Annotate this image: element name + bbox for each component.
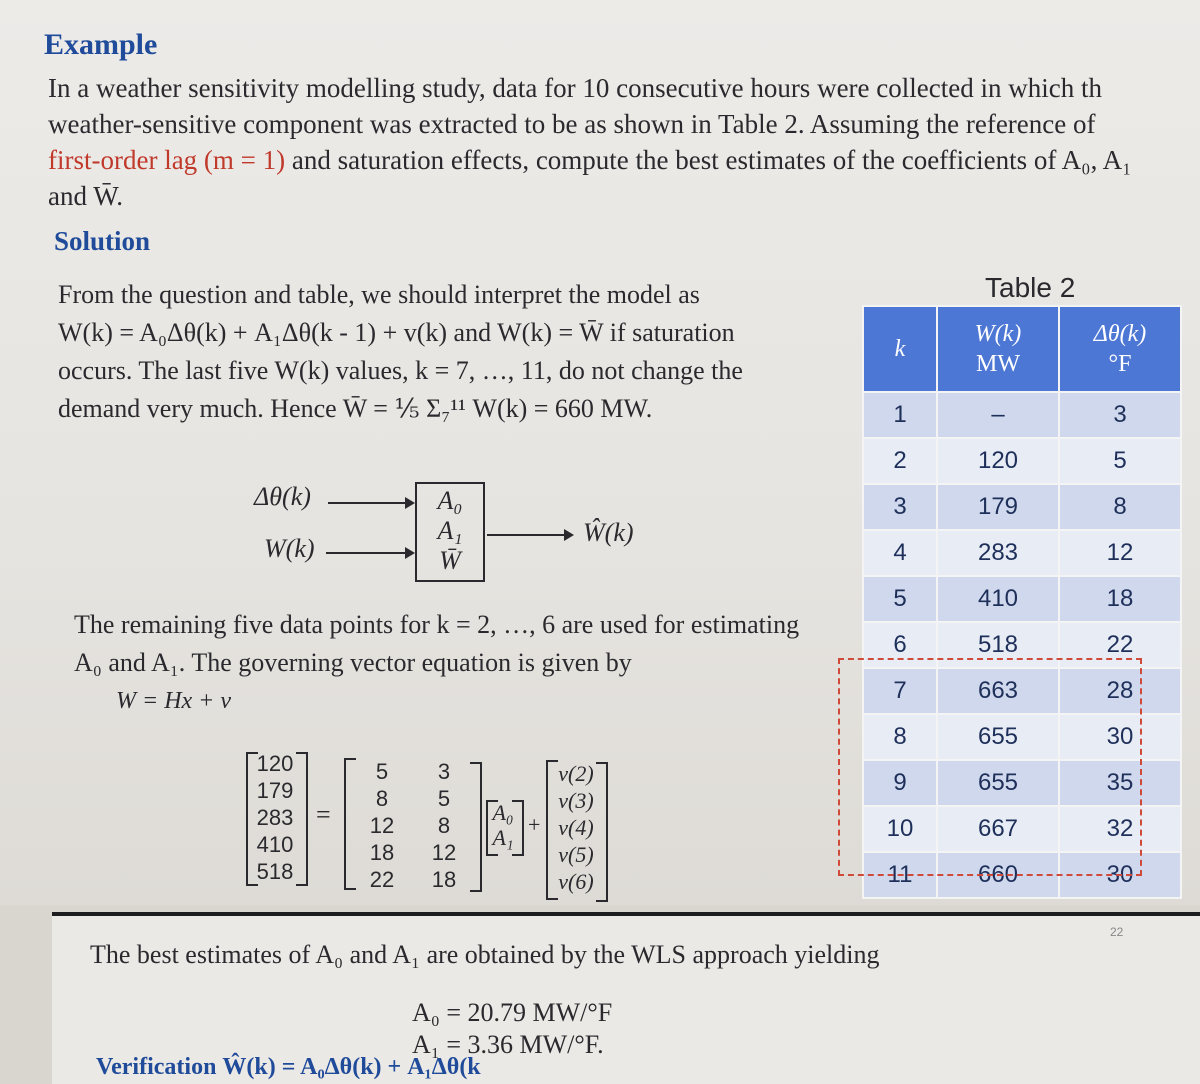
header-w (937, 306, 1059, 392)
header-dtheta (1059, 306, 1181, 392)
cell-dtheta: 5 (1059, 438, 1181, 484)
matrix-cell: 5 (437, 786, 451, 811)
cell-dtheta: 30 (1059, 714, 1181, 760)
matrix-cell: 120 (256, 751, 294, 776)
h-column-1 (362, 758, 402, 893)
cell-w: 410 (937, 576, 1059, 622)
matrix-cell: v(5) (558, 842, 594, 867)
cell-k: 11 (863, 852, 937, 898)
cell-dtheta: 32 (1059, 806, 1181, 852)
solution-line: W(k) = A₀Δθ(k) + A₁Δθ(k - 1) + v(k) and W(k) = W̄ if saturation (58, 318, 735, 347)
matrix-cell: v(6) (558, 869, 594, 894)
remaining-text (74, 606, 799, 682)
arrow-icon (326, 552, 413, 554)
matrix-cell: 18 (431, 867, 457, 892)
matrix-cell: A₀ (492, 800, 514, 825)
vector-equation: W = Hx + v (116, 688, 232, 714)
cell-k: 7 (863, 668, 937, 714)
matrix-cell: 8 (375, 786, 389, 811)
cell-w: 283 (937, 530, 1059, 576)
first-order-lag-text: first-order lag (m = 1) (48, 145, 286, 175)
matrix-cell: 12 (369, 813, 395, 838)
saturation-highlight-box (838, 658, 1142, 876)
verification-text: Verification Ŵ(k) = A₀Δθ(k) + A₁Δθ(k (96, 1054, 481, 1080)
cell-dtheta: 28 (1059, 668, 1181, 714)
bracket-icon (344, 758, 356, 890)
results-intro: The best estimates of A₀ and A₁ are obtained by the WLS approach yielding (90, 940, 880, 969)
cell-dtheta: 18 (1059, 576, 1181, 622)
table-row (863, 392, 1181, 438)
matrix-cell: 22 (369, 867, 395, 892)
header-k (863, 306, 937, 392)
example-line-3-rest: and saturation effects, compute the best estimates of the coefficients of A₀, A₁ (285, 145, 1132, 175)
solution-line: demand very much. Hence W̄ = ⅕ Σ₇¹¹ W(k) = 660 MW. (58, 394, 653, 423)
example-title: Example (44, 28, 158, 61)
matrix-cell: A₁ (492, 825, 514, 850)
example-line-2: weather-sensitive component was extracted to be as shown in Table 2. Assuming the reference of (48, 109, 1096, 139)
box-wbar: W̄ (439, 546, 461, 575)
cell-w: 660 (937, 852, 1059, 898)
example-line-4: and W̄. (48, 181, 124, 211)
header-unit: MW (976, 351, 1020, 377)
cell-dtheta: 30 (1059, 852, 1181, 898)
solution-line: From the question and table, we should interpret the model as (58, 280, 700, 309)
arrow-icon (328, 502, 413, 504)
table-title: Table 2 (985, 272, 1076, 303)
equals-sign: = (316, 800, 331, 829)
cell-w: – (937, 392, 1059, 438)
remaining-line-1: The remaining five data points for k = 2, …, 6 are used for estimating (74, 610, 800, 639)
page-number: 22 (1110, 925, 1124, 939)
cell-k: 6 (863, 622, 937, 668)
header-label: k (894, 336, 906, 362)
model-box (415, 482, 485, 582)
matrix-cell: 3 (437, 759, 451, 784)
block-diagram (250, 478, 670, 588)
cell-k: 10 (863, 806, 937, 852)
matrix-cell: 179 (256, 778, 294, 803)
matrix-cell: 518 (256, 859, 294, 884)
result-a1: A₁ = 3.36 MW/°F. (412, 1030, 604, 1059)
cell-k: 4 (863, 530, 937, 576)
matrix-cell: 283 (256, 805, 294, 830)
cell-w: 120 (937, 438, 1059, 484)
example-line-3 (48, 142, 1200, 178)
matrix-cell: 5 (375, 759, 389, 784)
bracket-icon (596, 762, 608, 902)
example-line-1: In a weather sensitivity modelling study, data for 10 consecutive hours were collected in which th (48, 73, 1102, 103)
box-a0: A₀ (437, 486, 463, 515)
matrix-cell: 12 (431, 840, 457, 865)
matrix-cell: 8 (437, 813, 451, 838)
matrix-cell: v(4) (558, 815, 594, 840)
table-header-row (863, 306, 1181, 392)
box-a1: A₁ (437, 516, 463, 545)
cell-k: 2 (863, 438, 937, 484)
cell-dtheta: 22 (1059, 622, 1181, 668)
input-w: W(k) (264, 534, 315, 563)
output-what: Ŵ(k) (583, 518, 634, 547)
cell-w: 655 (937, 714, 1059, 760)
plus-sign: + (528, 812, 541, 837)
matrix-cell: v(3) (558, 788, 594, 813)
table-row (863, 530, 1181, 576)
arrow-icon (487, 534, 572, 536)
cell-k: 9 (863, 760, 937, 806)
matrix-cell: v(2) (558, 761, 594, 786)
example-paragraph (48, 70, 1200, 214)
cell-k: 5 (863, 576, 937, 622)
cell-k: 1 (863, 392, 937, 438)
solution-body (58, 276, 743, 428)
cell-w: 655 (937, 760, 1059, 806)
cell-w: 663 (937, 668, 1059, 714)
bracket-icon (470, 762, 482, 892)
solution-title: Solution (54, 226, 151, 256)
table-row (863, 484, 1181, 530)
bracket-icon (296, 752, 308, 886)
header-label: W(k) (974, 321, 1022, 347)
table-row (863, 576, 1181, 622)
w-vector (252, 750, 298, 885)
cell-k: 8 (863, 714, 937, 760)
matrix-cell: 410 (256, 832, 294, 857)
table-row (863, 438, 1181, 484)
v-vector (552, 760, 600, 895)
result-a0: A₀ = 20.79 MW/°F (412, 998, 613, 1027)
remaining-line-2: A₀ and A₁. The governing vector equation is given by (74, 648, 632, 677)
cell-k: 3 (863, 484, 937, 530)
header-label: Δθ(k) (1093, 321, 1147, 347)
cell-dtheta: 3 (1059, 392, 1181, 438)
cell-dtheta: 8 (1059, 484, 1181, 530)
cell-w: 667 (937, 806, 1059, 852)
bracket-icon (512, 800, 524, 856)
cell-dtheta: 12 (1059, 530, 1181, 576)
header-unit: °F (1108, 351, 1132, 377)
cell-dtheta: 35 (1059, 760, 1181, 806)
solution-line: occurs. The last five W(k) values, k = 7, …, 11, do not change the (58, 356, 743, 385)
input-delta-theta: Δθ(k) (254, 482, 311, 511)
cell-w: 518 (937, 622, 1059, 668)
cell-w: 179 (937, 484, 1059, 530)
matrix-cell: 18 (369, 840, 395, 865)
h-column-2 (424, 758, 464, 893)
